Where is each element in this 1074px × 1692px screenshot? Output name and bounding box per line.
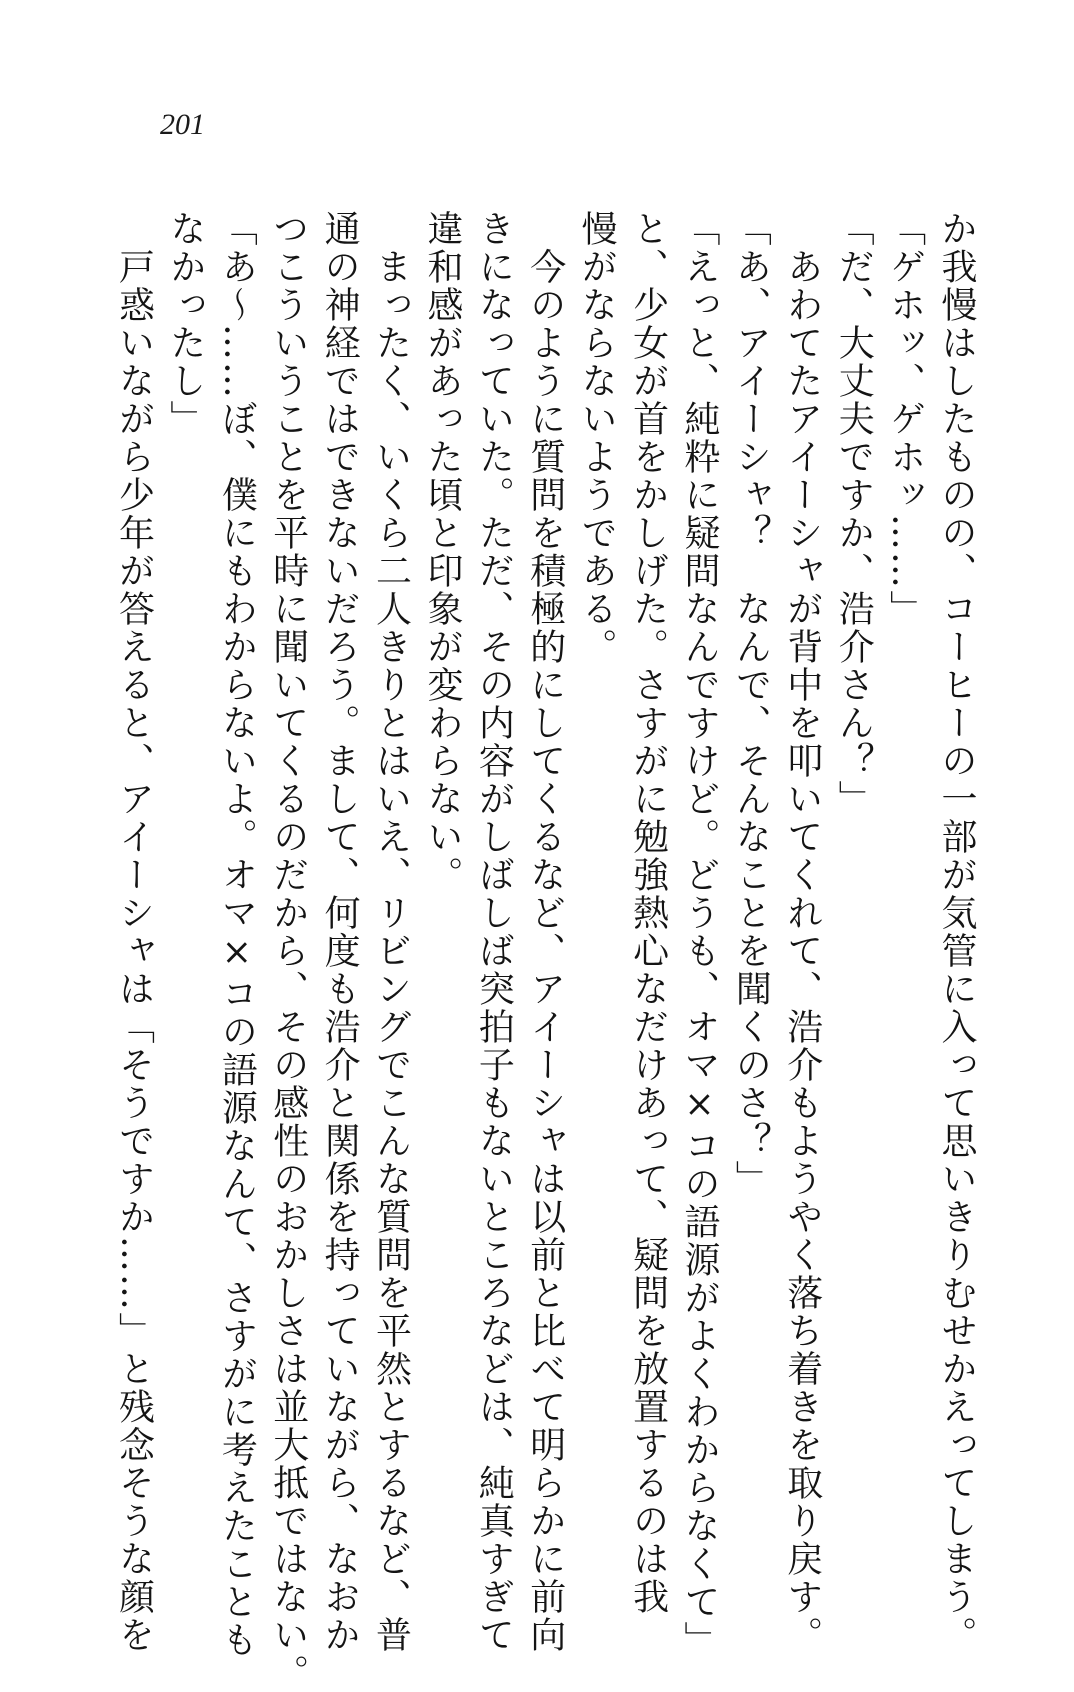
text-line: と、少女が首をかしげた。さすがに勉強熱心なだけあって、疑問を放置するのは我 <box>627 210 669 1616</box>
text-line: 通の神経ではできないだろう。まして、何度も浩介と関係を持っていながら、なおか <box>319 210 361 1654</box>
text-line: 慢がならないようである。 <box>576 210 618 666</box>
text-line: 今のように質問を積極的にしてくるなど、アイーシャは以前と比べて明らかに前向 <box>524 248 566 1654</box>
text-line: 戸惑いながら少年が答えると、アイーシャは「そうですか……」と残念そうな顔を <box>113 248 155 1654</box>
text-line: きになっていた。ただ、その内容がしばしば突拍子もないところなどは、純真すぎて <box>473 210 515 1654</box>
text-line: 「ゲホッ、ゲホッ……」 <box>884 210 926 628</box>
text-line: まったく、いくら二人きりとはいえ、リビングでこんな質問を平然とするなど、普 <box>370 248 412 1654</box>
text-line: あわてたアイーシャが背中を叩いてくれて、浩介もようやく落ち着きを取り戻す。 <box>781 248 823 1654</box>
text-line: なかったし」 <box>164 210 206 438</box>
text-line: つこういうことを平時に聞いてくるのだから、その感性のおかしさは並大抵ではない。 <box>267 210 309 1692</box>
page-number: 201 <box>160 108 205 141</box>
text-line: 違和感があった頃と印象が変わらない。 <box>421 210 463 894</box>
text-line: か我慢はしたものの、コーヒーの一部が気管に入って思いきりむせかえってしまう。 <box>936 210 977 1654</box>
text-line: 「えっと、純粋に疑問なんですけど。どうも、オマ×コの語源がよくわからなくて」 <box>678 210 720 1659</box>
text-line: 「あ、アイーシャ？ なんで、そんなことを聞くのさ？」 <box>730 210 772 1198</box>
text-line: 「あ～……ぼ、僕にもわからないよ。オマ×コの語源なんて、さすがに考えたことも <box>216 210 258 1659</box>
vertical-text-body <box>108 210 982 1692</box>
text-line: 「だ、大丈夫ですか、浩介さん？」 <box>833 210 875 818</box>
